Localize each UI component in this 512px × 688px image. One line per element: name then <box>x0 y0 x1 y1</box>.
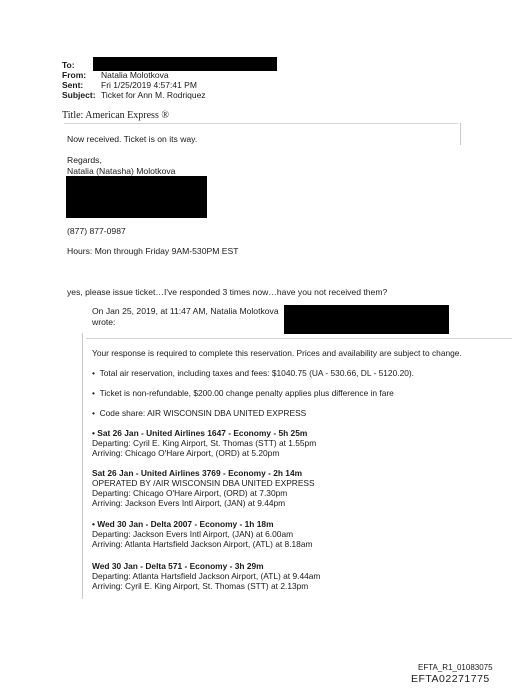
flight-detail: Arriving: Chicago O'Hare Airport, (ORD) at 5.20pm <box>92 448 280 458</box>
bullet-text: Code share: AIR WISCONSIN DBA UNITED EXPRESS <box>99 408 307 418</box>
redaction-sender <box>284 305 449 334</box>
flight-detail: Departing: Chicago O'Hare Airport, (ORD) at 7.30pm <box>92 488 288 498</box>
subject-label: Subject: <box>62 90 96 100</box>
redaction-signature <box>66 176 207 218</box>
bullet-text: Ticket is non-refundable, $200.00 change penalty applies plus difference in fare <box>99 388 394 398</box>
bullet-item: • Code share: AIR WISCONSIN DBA UNITED EXPRESS <box>92 408 307 418</box>
bullet-text: Total air reservation, including taxes and fees: $1040.75 (UA - 530.66, DL - 5120.20). <box>99 368 414 378</box>
subject-value: Ticket for Ann M. Rodriquez <box>101 90 206 100</box>
flight-heading: Wed 30 Jan - Delta 571 - Economy - 3h 29m <box>92 561 264 571</box>
flight-detail: Arriving: Cyril E. King Airport, St. Thomas (STT) at 2.13pm <box>92 581 309 591</box>
bullet-item: • Ticket is non-refundable, $200.00 change penalty applies plus difference in fare <box>92 388 394 398</box>
flight-heading: • Wed 30 Jan - Delta 2007 - Economy - 1h 18m <box>92 519 274 529</box>
flight-detail: Arriving: Atlanta Hartsfield Jackson Airport, (ATL) at 8.18am <box>92 539 313 549</box>
signature-name: Natalia (Natasha) Molotkova <box>67 166 176 176</box>
right-border <box>460 123 461 145</box>
to-label: To: <box>62 60 75 70</box>
flight-detail: Arriving: Jackson Evers Intl Airport, (JAN) at 9.44pm <box>92 498 286 508</box>
top-divider <box>64 123 458 124</box>
reply-line: Now received. Ticket is on its way. <box>67 134 198 144</box>
prior-message: yes, please issue ticket…I've responded 3 times now…have you not received them? <box>67 287 388 297</box>
from-label: From: <box>62 70 87 80</box>
document-id-small: EFTA_R1_01083075 <box>418 663 493 672</box>
bullet-item: • Total air reservation, including taxes and fees: $1040.75 (UA - 530.66, DL - 5120.20). <box>92 368 414 378</box>
quote-intro-wrote: wrote: <box>92 317 116 327</box>
document-id-large: EFTA02271775 <box>411 673 490 685</box>
sent-label: Sent: <box>62 80 84 90</box>
office-hours: Hours: Mon through Friday 9AM-530PM EST <box>67 246 239 256</box>
flight-detail: Departing: Cyril E. King Airport, St. Thomas (STT) at 1.55pm <box>92 438 317 448</box>
regards-text: Regards, <box>67 155 102 165</box>
flight-heading: Sat 26 Jan - United Airlines 3769 - Economy - 2h 14m <box>92 468 303 478</box>
quote-bar <box>82 333 83 599</box>
response-required-note: Your response is required to complete this reservation. Prices and availability are subject to change. <box>92 348 462 358</box>
title-line: Title: American Express ® <box>62 110 169 121</box>
redaction-to <box>93 57 277 71</box>
sent-value: Fri 1/25/2019 4:57:41 PM <box>101 80 197 90</box>
quote-top-divider <box>86 338 512 339</box>
flight-detail: OPERATED BY /AIR WISCONSIN DBA UNITED EXPRESS <box>92 478 315 488</box>
phone-number: (877) 877-0987 <box>67 226 126 236</box>
flight-heading: • Sat 26 Jan - United Airlines 1647 - Economy - 5h 25m <box>92 428 308 438</box>
quote-intro: On Jan 25, 2019, at 11:47 AM, Natalia Molotkova <box>92 306 279 316</box>
from-value: Natalia Molotkova <box>101 70 169 80</box>
flight-detail: Departing: Atlanta Hartsfield Jackson Airport, (ATL) at 9.44am <box>92 571 321 581</box>
flight-detail: Departing: Jackson Evers Intl Airport, (JAN) at 6.00am <box>92 529 294 539</box>
